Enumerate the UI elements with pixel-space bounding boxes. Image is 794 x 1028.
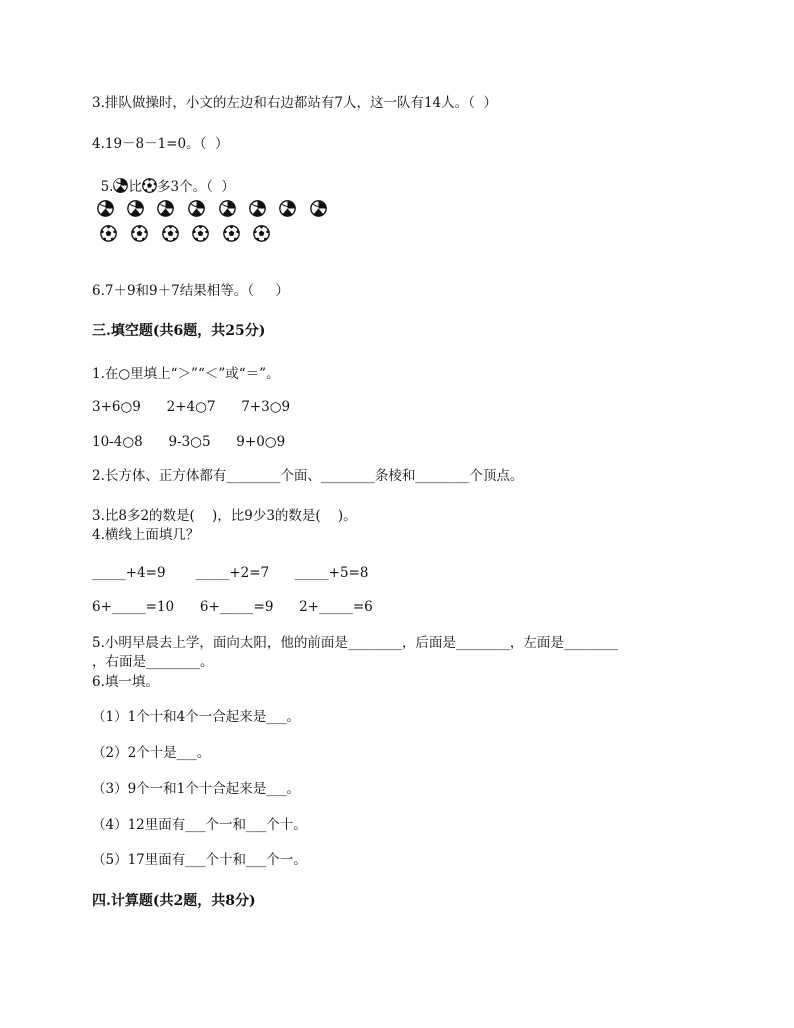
fill-question-6: 6.填一填。 [92, 674, 159, 690]
beach-ball-icon [249, 200, 266, 217]
fill-question-1: 1.在○里填上“＞”“＜”或“＝”。 [92, 366, 280, 382]
fill-question-3: 3.比8多2的数是( )，比9少3的数是( )。 [92, 508, 357, 524]
beach-ball-icon [157, 200, 174, 217]
fill-question-6-item-1: （1）1个十和4个一合起来是___。 [92, 709, 301, 725]
soccer-ball-icon [223, 225, 240, 242]
question-3: 3.排队做操时，小文的左边和右边都站有7人，这一队有14人。（ ） [92, 95, 497, 111]
beach-ball-icon [219, 200, 236, 217]
beach-ball-icon [127, 200, 144, 217]
fill-question-1-row-1: 3+6○9 2+4○7 7+3○9 [92, 399, 291, 415]
fill-question-6-item-5: （5）17里面有___个十和___个一。 [92, 852, 307, 868]
soccer-ball-icon [192, 225, 209, 242]
soccer-ball-icon [253, 225, 270, 242]
question-5 [92, 160, 235, 196]
section-4-title: 四.计算题(共2题，共8分) [92, 893, 256, 909]
fill-question-6-item-2: （2）2个十是___。 [92, 745, 211, 761]
beach-ball-icon [113, 178, 128, 193]
soccer-ball-icon [162, 225, 179, 242]
question-5-prefix: 5. [100, 179, 114, 195]
question-5-mid: 比 [128, 179, 142, 195]
beach-ball-icon [188, 200, 205, 217]
question-6: 6.7＋9和9＋7结果相等。（ ） [92, 283, 289, 299]
fill-question-6-item-4: （4）12里面有___个一和___个十。 [92, 817, 307, 833]
soccer-ball-icon [100, 225, 117, 242]
question-4: 4.19－8－1=0。（ ） [92, 136, 229, 152]
fill-question-5-line-2: ，右面是________。 [92, 654, 214, 670]
fill-question-5-line-1: 5.小明早晨去上学，面向太阳，他的前面是________，后面是________，左面是________ [92, 635, 618, 651]
soccer-ball-icon [131, 225, 148, 242]
fill-question-4-row-1: _____+4=9 _____+2=7 _____+5=8 [92, 565, 369, 581]
fill-question-1-row-2: 10-4○8 9-3○5 9+0○9 [92, 434, 286, 450]
fill-question-4-row-2: 6+_____=10 6+_____=9 2+_____=6 [92, 599, 373, 615]
beach-ball-icon [279, 200, 296, 217]
section-3-title: 三.填空题(共6题，共25分) [92, 323, 266, 339]
beach-ball-icon [310, 200, 327, 217]
fill-question-2: 2.长方体、正方体都有________个面、________条棱和________个顶点。 [92, 468, 524, 484]
fill-question-6-item-3: （3）9个一和1个十合起来是___。 [92, 781, 301, 797]
soccer-ball-icon [142, 178, 157, 193]
beach-ball-icon [97, 200, 114, 217]
fill-question-4: 4.横线上面填几？ [92, 527, 200, 543]
question-5-suffix: 多3个。（ ） [156, 179, 235, 195]
